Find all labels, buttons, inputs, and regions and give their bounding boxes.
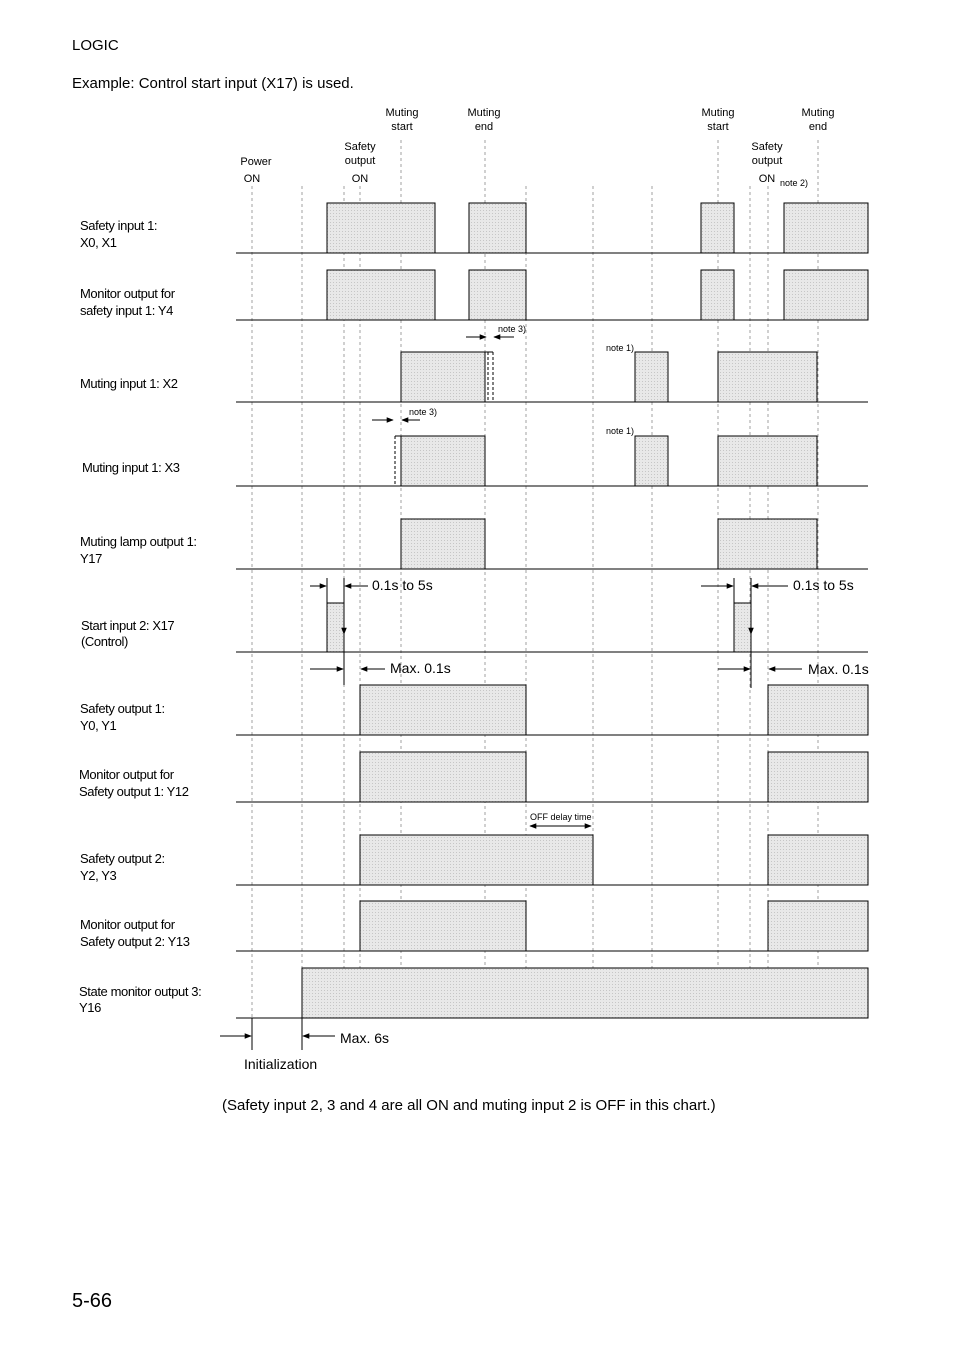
pulse-s11-a xyxy=(302,968,868,1018)
max-6s-label: Max. 6s xyxy=(340,1030,390,1046)
event-safety-on-2-line1: Safety xyxy=(751,141,783,153)
note1-x2: note 1) xyxy=(606,343,635,353)
note3-x3: note 3) xyxy=(409,407,438,417)
event-muting-start-1-line1: Muting xyxy=(385,107,419,119)
pulse-s5-b xyxy=(718,519,817,569)
signal-label-s6-line1: Start input 2: X17 xyxy=(81,618,175,633)
signal-label-s4-line1: Muting input 1: X3 xyxy=(82,460,180,475)
signal-label-s2-line2: safety input 1: Y4 xyxy=(80,303,174,318)
signal-label-s1-line2: X0, X1 xyxy=(80,235,117,250)
pulse-s1-d xyxy=(784,203,868,253)
pulse-s7-b xyxy=(768,685,868,735)
event-note-2: note 2) xyxy=(779,178,809,188)
pulse-s1-a xyxy=(327,203,435,253)
pulse-s2-d xyxy=(784,270,868,320)
pulse-s6-a xyxy=(327,603,344,652)
pulse-s7-a xyxy=(360,685,526,735)
event-power-on-line2: ON xyxy=(243,173,261,185)
event-labels xyxy=(240,107,834,188)
pulse-s8-a xyxy=(360,752,526,802)
signal-label-s8-line1: Monitor output for xyxy=(79,767,174,782)
event-safety-on-2-line3: ON xyxy=(758,173,776,185)
signal-label-s2-line1: Monitor output for xyxy=(80,286,175,301)
note3-x2: note 3) xyxy=(498,324,527,334)
section-title: LOGIC xyxy=(72,37,119,54)
event-safety-on-1-line1: Safety xyxy=(344,141,376,153)
chart-footnote: (Safety input 2, 3 and 4 are all ON and muting input 2 is OFF in this chart.) xyxy=(222,1097,716,1114)
pulse-s4-b xyxy=(635,436,668,486)
pulse-width-2: 0.1s to 5s xyxy=(793,577,854,593)
signal-label-s7-line2: Y0, Y1 xyxy=(80,718,117,733)
signal-label-s10-line2: Safety output 2: Y13 xyxy=(80,934,190,949)
page-number: 5-66 xyxy=(72,1290,113,1312)
event-muting-end-2-line2: end xyxy=(808,121,828,133)
initialization-label: Initialization xyxy=(244,1056,318,1072)
pulse-s3-c xyxy=(718,352,817,402)
off-delay-label: OFF delay time xyxy=(530,812,592,822)
signal-label-s11-line1: State monitor output 3: xyxy=(79,984,202,999)
event-safety-on-1-line3: ON xyxy=(351,173,369,185)
event-muting-end-2-line1: Muting xyxy=(801,107,835,119)
max-01-1: Max. 0.1s xyxy=(390,660,451,676)
event-muting-end-1-line1: Muting xyxy=(467,107,501,119)
event-muting-start-1-line2: start xyxy=(391,121,413,133)
pulse-s10-a xyxy=(360,901,526,951)
signal-label-s6-line2: (Control) xyxy=(81,634,128,649)
pulse-s4-a xyxy=(401,436,485,486)
event-power-on-line1: Power xyxy=(240,156,272,168)
signal-label-s9-line2: Y2, Y3 xyxy=(80,868,117,883)
signal-label-s10-line1: Monitor output for xyxy=(80,917,175,932)
example-title: Example: Control start input (X17) is used. xyxy=(72,75,354,92)
pulse-blocks xyxy=(302,203,868,1018)
pulse-s1-c xyxy=(701,203,734,253)
pulse-s6-b xyxy=(734,603,751,652)
signal-label-s9-line1: Safety output 2: xyxy=(80,851,165,866)
signal-label-s7-line1: Safety output 1: xyxy=(80,701,165,716)
pulse-s5-a xyxy=(401,519,485,569)
signal-label-s5-line2: Y17 xyxy=(80,551,102,566)
event-safety-on-1-line2: output xyxy=(344,155,376,167)
pulse-s9-a xyxy=(360,835,593,885)
pulse-s1-b xyxy=(469,203,526,253)
pulse-s9-b xyxy=(768,835,868,885)
pulse-s4-c xyxy=(718,436,817,486)
pulse-s10-b xyxy=(768,901,868,951)
note1-x3: note 1) xyxy=(606,426,635,436)
event-safety-on-2-line2: output xyxy=(751,155,783,167)
max-01-2: Max. 0.1s xyxy=(808,661,869,677)
event-muting-end-1-line2: end xyxy=(474,121,494,133)
signal-label-s5-line1: Muting lamp output 1: xyxy=(80,534,197,549)
pulse-s2-c xyxy=(701,270,734,320)
pulse-s8-b xyxy=(768,752,868,802)
signal-label-s3-line1: Muting input 1: X2 xyxy=(80,376,178,391)
signal-label-s1-line1: Safety input 1: xyxy=(80,218,158,233)
signal-labels xyxy=(79,218,201,1015)
pulse-s3-b xyxy=(635,352,668,402)
event-muting-start-2-line2: start xyxy=(707,121,729,133)
signal-label-s8-line2: Safety output 1: Y12 xyxy=(79,784,189,799)
pulse-width-1: 0.1s to 5s xyxy=(372,577,433,593)
pulse-s3-a xyxy=(401,352,485,402)
pulse-s2-b xyxy=(469,270,526,320)
pulse-s2-a xyxy=(327,270,435,320)
signal-label-s11-line2: Y16 xyxy=(79,1000,101,1015)
event-muting-start-2-line1: Muting xyxy=(701,107,735,119)
